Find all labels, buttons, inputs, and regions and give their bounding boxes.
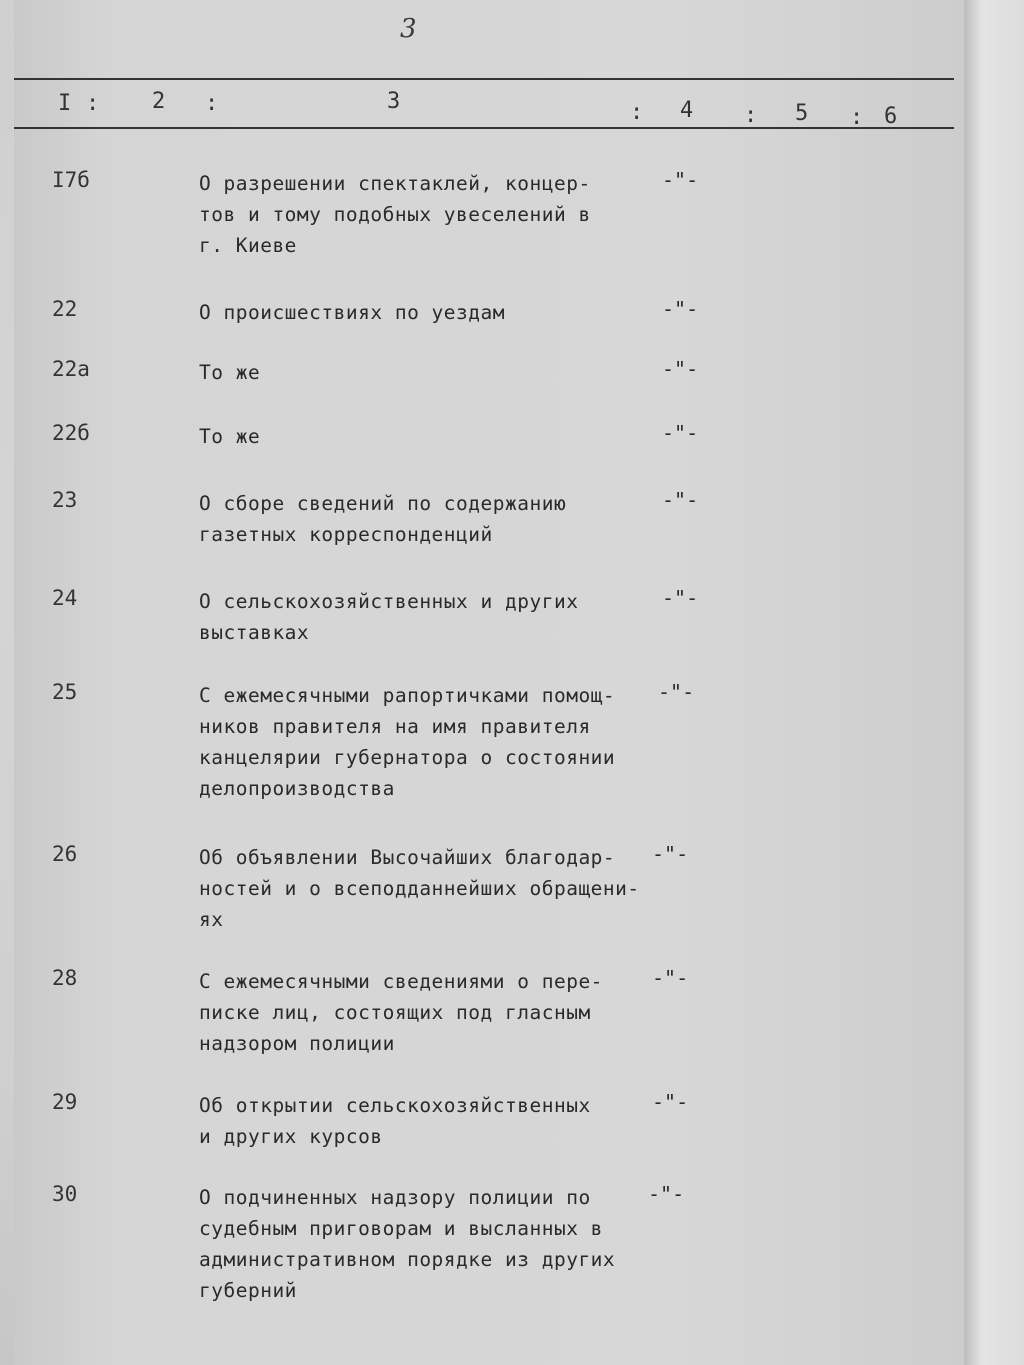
ditto-mark: -"- bbox=[662, 421, 699, 445]
col-1-label: I bbox=[58, 91, 72, 116]
file-title-line: и других курсов bbox=[199, 1125, 383, 1148]
file-title-line: газетных корреспонденций bbox=[199, 523, 493, 546]
file-title-line: Об объявлении Высочайших благодар- bbox=[199, 846, 616, 869]
file-title-line: О подчиненных надзору полиции по bbox=[199, 1186, 591, 1209]
file-title bbox=[199, 1090, 659, 1152]
file-title-line: тов и тому подобных увеселений в bbox=[199, 203, 591, 226]
file-title bbox=[199, 168, 659, 261]
file-title-line: С ежемесячными рапортичками помощ- bbox=[199, 684, 616, 707]
ditto-mark: -"- bbox=[662, 586, 699, 610]
file-title-line: ников правителя на имя правителя bbox=[199, 715, 591, 738]
file-title-line: О сборе сведений по содержанию bbox=[199, 492, 567, 515]
file-title bbox=[199, 842, 659, 935]
col-sep-3: : bbox=[630, 100, 644, 125]
ditto-mark: -"- bbox=[652, 966, 689, 990]
col-2-label: 2 bbox=[152, 89, 166, 114]
col-4-label: 4 bbox=[680, 98, 694, 123]
file-title-line: ях bbox=[199, 908, 224, 931]
file-title-line: г. Киеве bbox=[199, 234, 297, 257]
ditto-mark: -"- bbox=[662, 297, 699, 321]
file-title bbox=[199, 297, 659, 328]
file-title-line: административном порядке из других bbox=[199, 1248, 616, 1271]
file-title-line: То же bbox=[199, 425, 261, 448]
file-title-line: О разрешении спектаклей, концер- bbox=[199, 172, 591, 195]
file-number: 28 bbox=[52, 966, 78, 990]
file-title-line: писке лиц, состоящих под гласным bbox=[199, 1001, 591, 1024]
col-6-label: 6 bbox=[884, 104, 898, 129]
file-title-line: судебным приговорам и высланных в bbox=[199, 1217, 603, 1240]
file-title bbox=[199, 1182, 659, 1306]
file-number: 29 bbox=[52, 1090, 78, 1114]
file-title-line: Об открытии сельскохозяйственных bbox=[199, 1094, 591, 1117]
file-number: 22б bbox=[52, 421, 90, 445]
file-number: 23 bbox=[52, 488, 78, 512]
file-title-line: надзором полиции bbox=[199, 1032, 395, 1055]
file-number: 22 bbox=[52, 297, 78, 321]
col-sep-4: : bbox=[744, 103, 758, 128]
file-title bbox=[199, 680, 659, 804]
file-title-line: О сельскохозяйственных и других bbox=[199, 590, 579, 613]
file-title bbox=[199, 421, 659, 452]
header-bottom-rule bbox=[14, 127, 954, 129]
file-title bbox=[199, 586, 659, 648]
file-title-line: ностей и о всеподданнейших обращени- bbox=[199, 877, 640, 900]
file-title bbox=[199, 488, 659, 550]
ditto-mark: -"- bbox=[652, 842, 689, 866]
file-title-line: губерний bbox=[199, 1279, 297, 1302]
file-number: 24 bbox=[52, 586, 78, 610]
ditto-mark: -"- bbox=[662, 488, 699, 512]
col-5-label: 5 bbox=[795, 101, 809, 126]
ditto-mark: -"- bbox=[662, 168, 699, 192]
file-number: 30 bbox=[52, 1182, 78, 1206]
file-title-line: выставках bbox=[199, 621, 310, 644]
file-title-line: С ежемесячными сведениями о пере- bbox=[199, 970, 603, 993]
file-title-line: канцелярии губернатора о состоянии bbox=[199, 746, 616, 769]
col-sep-5: : bbox=[850, 105, 864, 130]
next-page-edge bbox=[964, 0, 1024, 1365]
ditto-mark: -"- bbox=[658, 680, 695, 704]
file-title bbox=[199, 966, 659, 1059]
file-number: I7б bbox=[52, 168, 90, 192]
file-title bbox=[199, 357, 659, 388]
col-sep-2: : bbox=[205, 91, 219, 116]
ditto-mark: -"- bbox=[662, 357, 699, 381]
file-number: 26 bbox=[52, 842, 78, 866]
ditto-mark: -"- bbox=[648, 1182, 685, 1206]
col-sep-1: : bbox=[86, 91, 100, 116]
file-number: 22а bbox=[52, 357, 90, 381]
ditto-mark: -"- bbox=[652, 1090, 689, 1114]
file-title-line: О происшествиях по уездам bbox=[199, 301, 505, 324]
col-3-label: 3 bbox=[387, 89, 401, 114]
header-top-rule bbox=[14, 78, 954, 80]
page-number: 3 bbox=[400, 14, 417, 44]
file-title-line: делопроизводства bbox=[199, 777, 395, 800]
file-number: 25 bbox=[52, 680, 78, 704]
file-title-line: То же bbox=[199, 361, 261, 384]
